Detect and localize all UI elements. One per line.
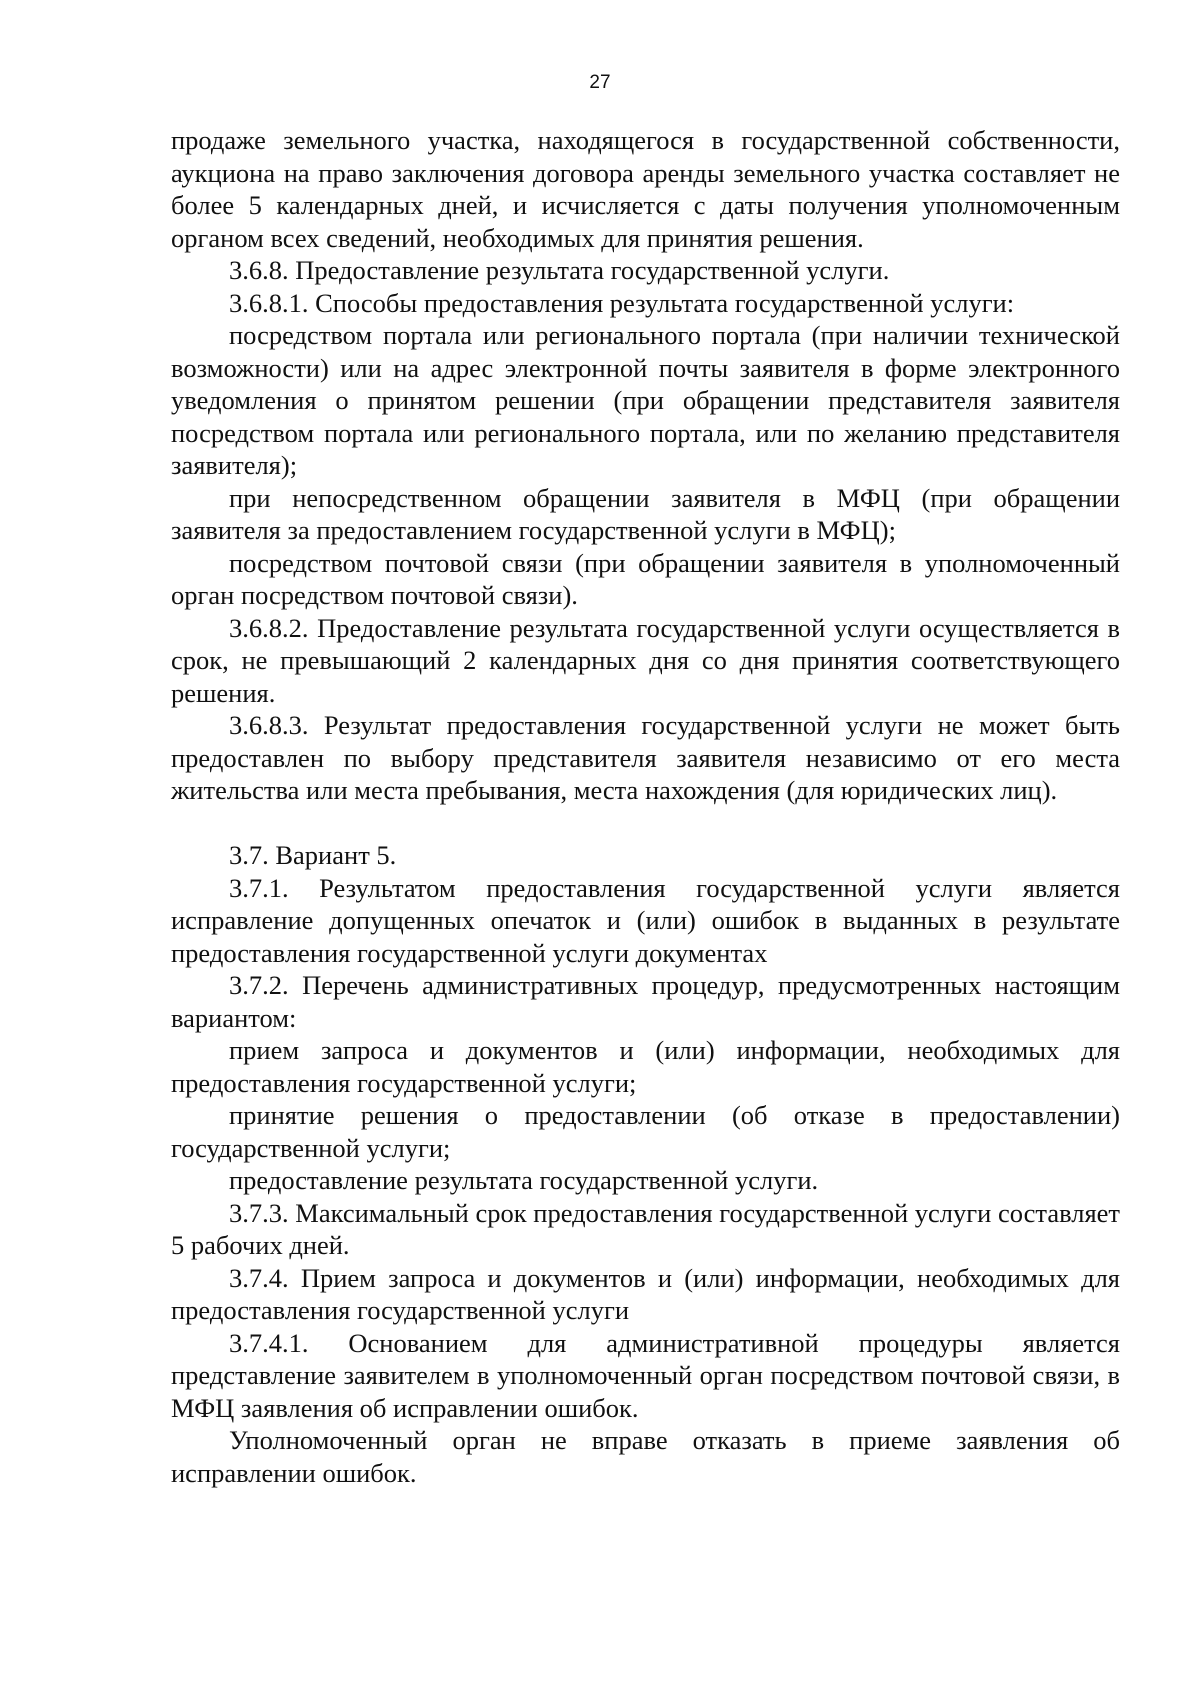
list-item-request-reception: прием запроса и документов и (или) информации, необходимых для предоставления государственной услуги; <box>171 1035 1120 1098</box>
paragraph-3-7-4: 3.7.4. Прием запроса и документов и (или) информации, необходимых для предоставления государственной услуги <box>171 1262 1120 1325</box>
section-heading-3-7: 3.7. Вариант 5. <box>229 840 397 870</box>
paragraph-3-6-8-2: 3.6.8.2. Предоставление результата государственной услуги осуществляется в срок, не превышающий 2 календарных дня со дня принятия соответствующего решения. <box>171 612 1120 708</box>
document-body <box>171 124 1120 1489</box>
paragraph-portal-method: посредством портала или регионального портала (при наличии технической возможности) или на адрес электронной почты заявителя в форме электронного уведомления о принятом решении (при обращении представителя заявителя посредством портала или регионального портала, или по желанию представителя заявителя); <box>171 320 1120 480</box>
paragraph-3-7-4-1: 3.7.4.1. Основанием для административной процедуры является представление заявителем в уполномоченный орган посредством почтовой связи, в МФЦ заявления об исправлении ошибок. <box>171 1327 1120 1423</box>
paragraph-3-6-8-3: 3.6.8.3. Результат предоставления государственной услуги не может быть предоставлен по выбору представителя заявителя независимо от его места жительства или места пребывания, места нахождения (для юридических лиц). <box>171 710 1120 805</box>
paragraph-3-7-1: 3.7.1. Результатом предоставления государственной услуги является исправление допущенных опечаток и (или) ошибок в выданных в результате предоставления государственной услуги документах <box>171 872 1120 968</box>
list-item-result-provision: предоставление результата государственной услуги. <box>229 1165 819 1195</box>
list-item-decision: принятие решения о предоставлении (об отказе в предоставлении) государственной услуги; <box>171 1100 1120 1163</box>
paragraph-3-6-8: 3.6.8. Предоставление результата государственной услуги. <box>229 255 890 285</box>
page-number: 27 <box>589 72 611 93</box>
paragraph-3-7-3: 3.7.3. Максимальный срок предоставления государственной услуги составляет 5 рабочих дней. <box>171 1197 1120 1260</box>
paragraph-postal-method: посредством почтовой связи (при обращении заявителя в уполномоченный орган посредством почтовой связи). <box>171 547 1120 610</box>
paragraph-3-6-8-1: 3.6.8.1. Способы предоставления результата государственной услуги: <box>229 287 1015 318</box>
paragraph-continuation: продаже земельного участка, находящегося в государственной собственности, аукциона на право заключения договора аренды земельного участка составляет не более 5 календарных дней, и исчисляется с даты получения уполномоченным органом всех сведений, необходимых для принятия решения. <box>171 125 1120 253</box>
paragraph-no-refusal: Уполномоченный орган не вправе отказать в приеме заявления об исправлении ошибок. <box>171 1425 1120 1488</box>
paragraph-mfc-method: при непосредственном обращении заявителя в МФЦ (при обращении заявителя за предоставлением государственной услуги в МФЦ); <box>171 482 1120 545</box>
paragraph-3-7-2: 3.7.2. Перечень административных процедур, предусмотренных настоящим вариантом: <box>171 970 1120 1033</box>
